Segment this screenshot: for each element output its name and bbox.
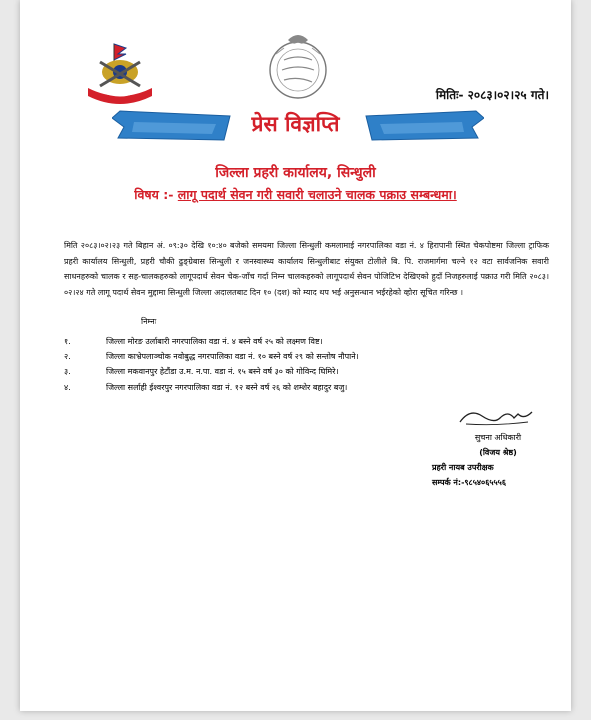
signatory-rank: प्रहरी नायब उपरीक्षक xyxy=(432,463,494,472)
body-paragraph: मिति २०८३।०२।२३ गते बिहान अं. ०९:३० देखि १०:४० बजेको समयमा जिल्ला सिन्धुली कमलामाई नगरपालिका वडा नं. ४ हिरापानी स्थित चेकपोष्टमा जिल्ला ट्राफिक प्रहरी कार्यालय सिन्धुली, प्रहरी चौकी ढुङ्ग्रेबास सिन्धुली र जनस्वास्थ्य कार्यालय सिन्धुलीबाट संयुक्त टोलीले बि. पि. राजमार्गमा चल्ने १२ वटा सार्वजनिक सवारी साधनहरुको चालक र सह-चालकहरुको लागूपदार्थ सेवन चेक-जाँच गर्दा निम्न चालकहरुको लागूपदार्थ सेवन पोजिटिभ देखिएको हुदाँ निजहरुलाई पक्राउ गरी मिति २०८३।०२।२४ गते लागू पदार्थ सेवन मुद्दामा सिन्धुली जिल्ला अदालतबाट दिन १० (दश) को म्याद थप भई अनुसन्धान भईरहेको व्होरा सूचित गरिन्छ । xyxy=(64,241,549,297)
list-item xyxy=(64,334,544,349)
office-stamp-icon xyxy=(262,30,334,106)
list-item-number: ४. xyxy=(64,382,71,392)
subject-prefix: विषय :- xyxy=(134,187,178,202)
document-date: मितिः- २०८३।०२।२५ गते। xyxy=(435,88,549,102)
signatory-contact: सम्पर्क नं:-९८५४०६५५५६ xyxy=(432,478,506,487)
office-name: जिल्ला प्रहरी कार्यालय, सिन्धुली xyxy=(215,165,376,181)
list-item xyxy=(64,380,544,395)
arrested-list xyxy=(64,334,544,395)
signature-block xyxy=(432,430,564,490)
list-item xyxy=(64,349,544,364)
list-intro: निम्नः xyxy=(141,317,157,326)
list-item-number: ३. xyxy=(64,367,71,377)
list-item-text: जिल्ला काभ्रेपलाञ्चोक नवोबुद्ध नगरपालिका वडा नं. १० बस्ने वर्ष २९ को सन्तोष नौपाने। xyxy=(106,352,359,362)
document-page xyxy=(20,0,571,711)
list-item-text: जिल्ला सर्लाही ईश्वरपुर नगरपालिका वडा नं. १२ बस्ने वर्ष २६ को शम्शेर बहादुर बजु। xyxy=(106,382,348,392)
list-item-text: जिल्ला मोरङ उर्लाबारी नगरपालिका वडा नं. ४ बस्ने वर्ष २५ को लक्ष्मण विष्ट। xyxy=(106,337,323,347)
list-item-number: १. xyxy=(64,337,71,347)
list-item xyxy=(64,364,544,379)
nepal-police-emblem-icon xyxy=(78,42,162,108)
signatory-name: (विजय श्रेष्ठ) xyxy=(479,448,517,457)
subject-text: लागू पदार्थ सेवन गरी सवारी चलाउने चालक पक्राउ सम्बन्धमा। xyxy=(177,187,457,202)
press-release-title: प्रेस विज्ञप्ति xyxy=(251,112,340,136)
handwritten-signature-icon xyxy=(456,406,538,428)
list-item-number: २. xyxy=(64,352,71,362)
subject-line xyxy=(20,186,571,203)
signatory-role: सुचना अधिकारी xyxy=(474,433,522,442)
list-item-text: जिल्ला मकवानपुर हेटौंडा उ.म. न.पा. वडा नं. १५ बस्ने वर्ष ३० को गोविन्द घिमिरे। xyxy=(106,367,339,377)
